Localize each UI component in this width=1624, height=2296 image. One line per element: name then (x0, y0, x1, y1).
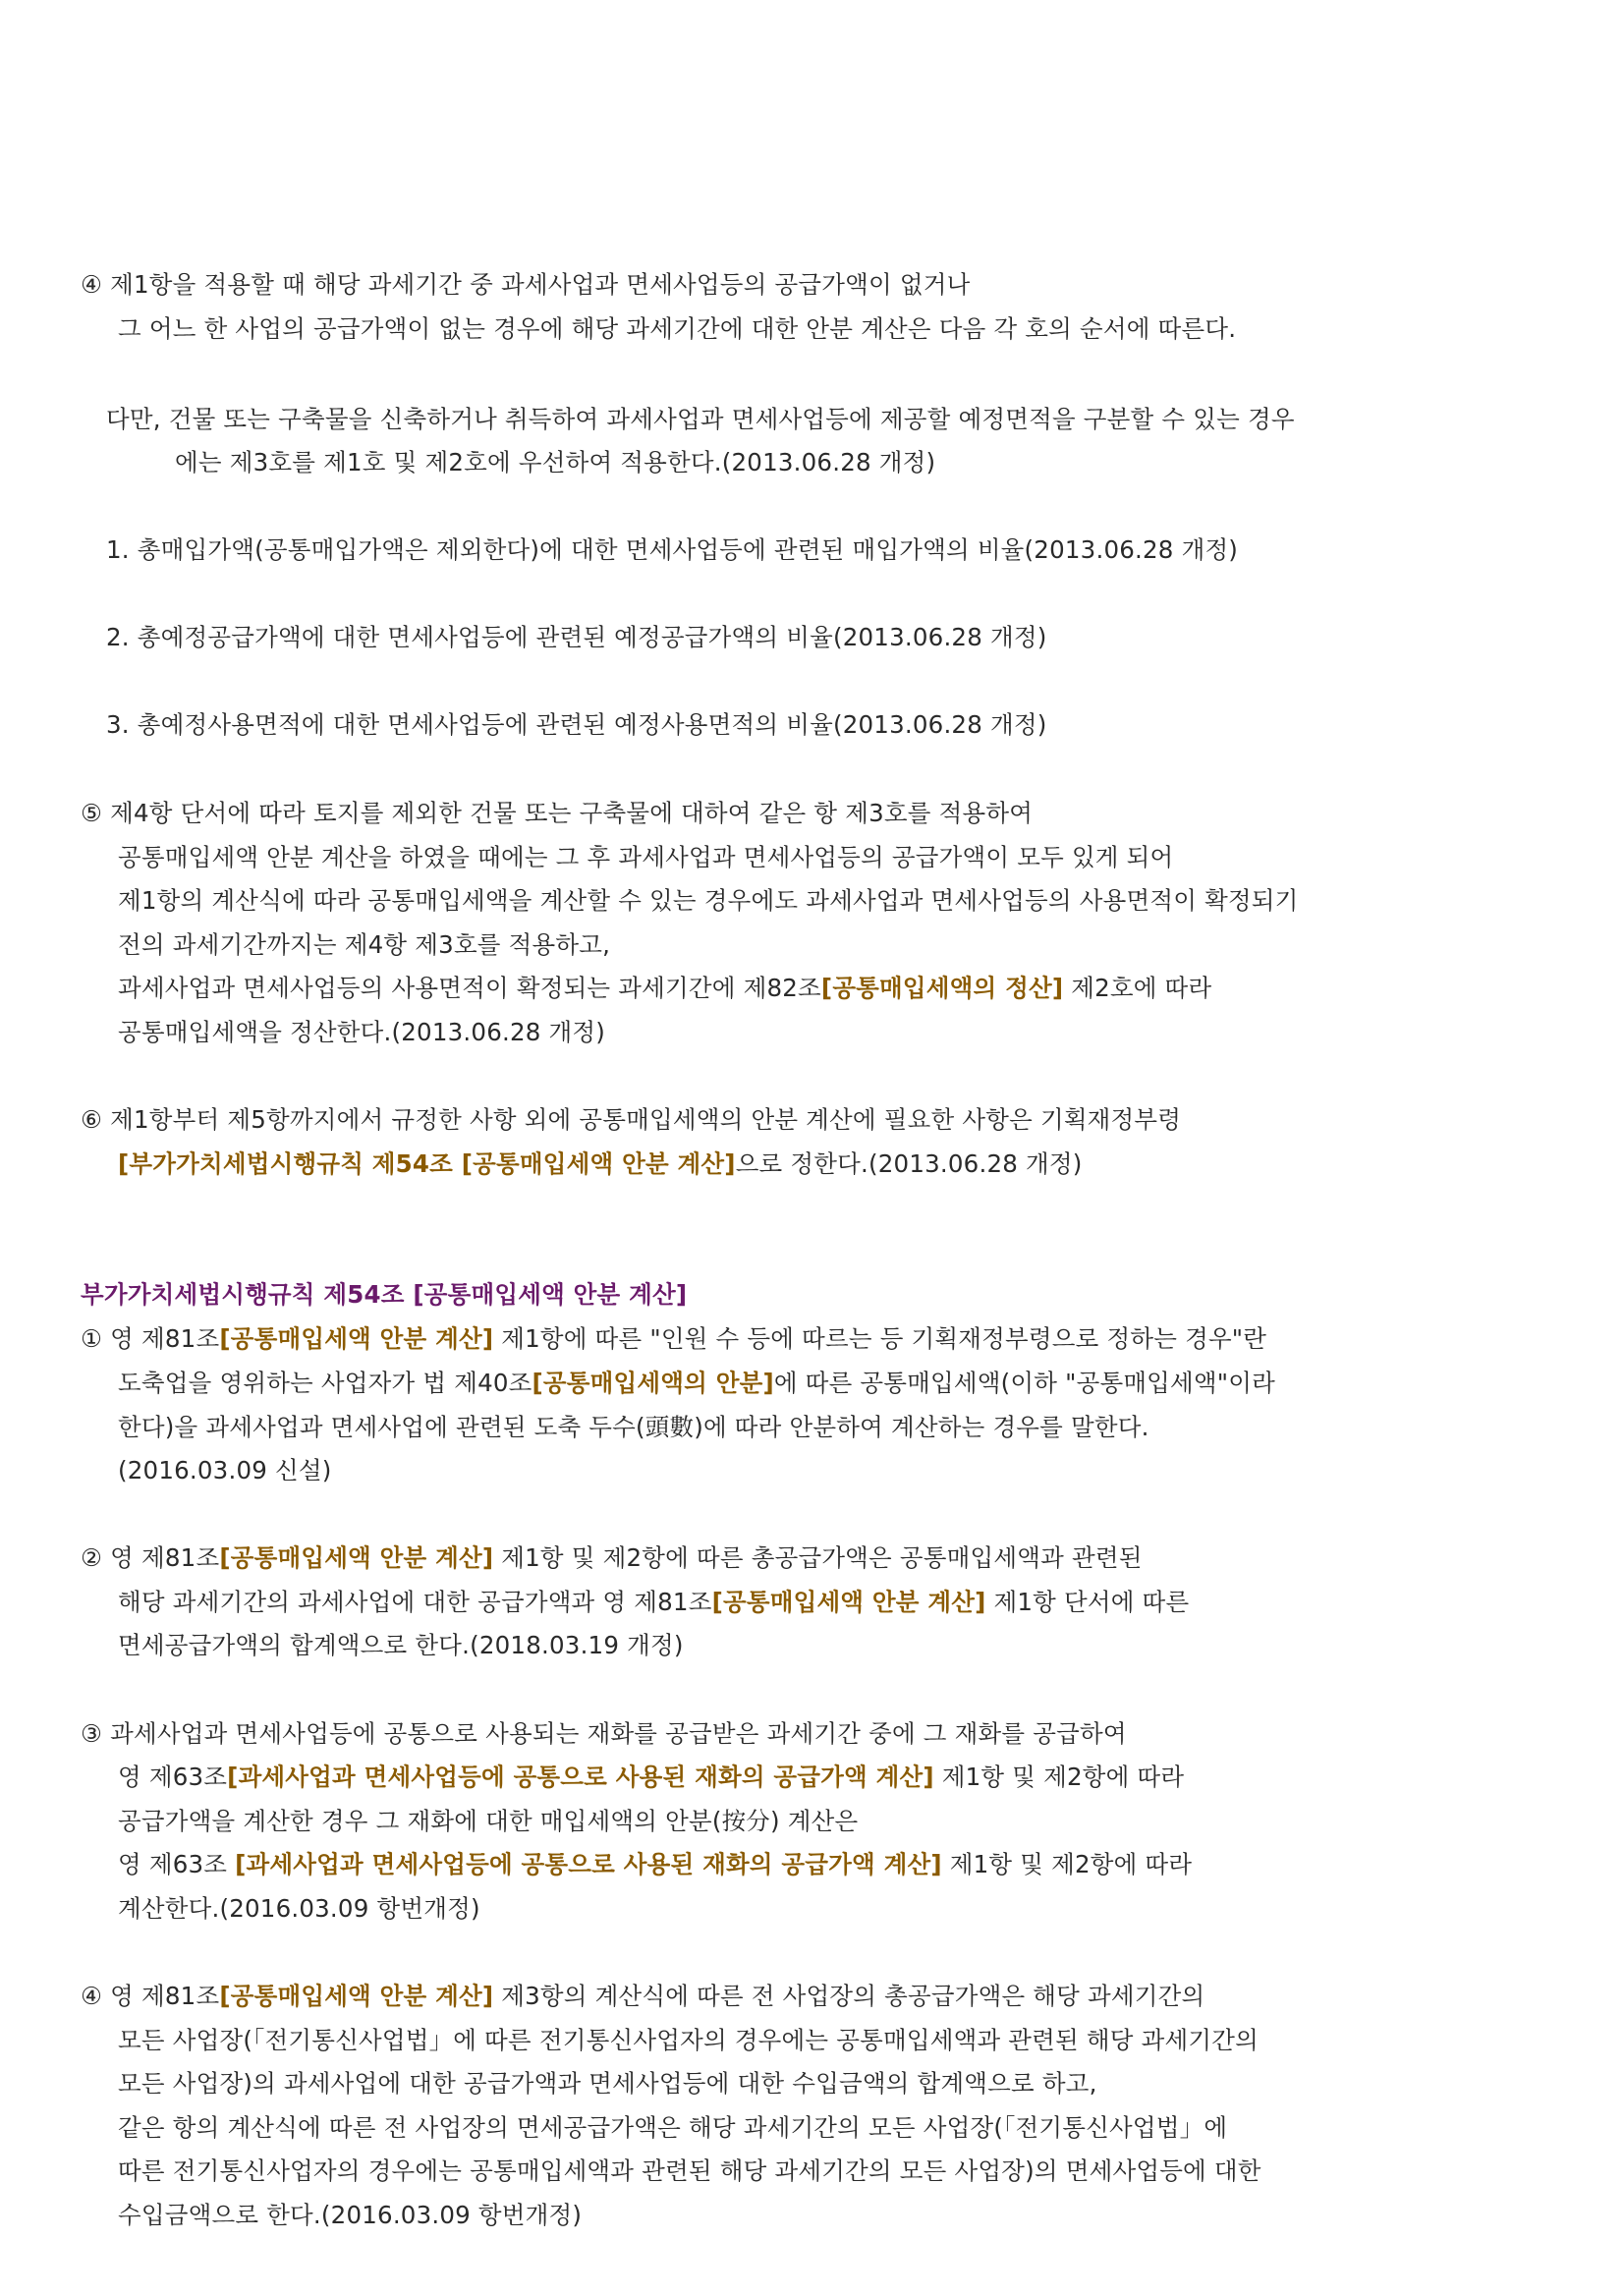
rule-3-line-4: 영 제63조 [과세사업과 면세사업등에 공통으로 사용된 재화의 공급가액 계산] 제1항 및 제2항에 따라 (118, 1850, 1193, 1878)
reference-link[interactable]: [공통매입세액 안분 계산] (711, 1588, 986, 1616)
rule-4-line-4: 같은 항의 계산식에 따른 전 사업장의 면세공급가액은 해당 과세기간의 모든 사업장(「전기통신사업법」에 (118, 2113, 1228, 2142)
section-heading: 부가가치세법시행규칙 제54조 [공통매입세액 안분 계산] (81, 1280, 688, 1309)
reference-link[interactable]: [부가가치세법시행규칙 제54조 [공통매입세액 안분 계산] (118, 1149, 736, 1178)
reference-link[interactable]: [공통매입세액 안분 계산] (219, 1324, 494, 1353)
proviso-line-1: 다만, 건물 또는 구축물을 신축하거나 취득하여 과세사업과 면세사업등에 제공할 예정면적을 구분할 수 있는 경우 (106, 405, 1295, 433)
paragraph-5-line-1: ⑤ 제4항 단서에 따라 토지를 제외한 건물 또는 구축물에 대하여 같은 항 제3호를 적용하여 (81, 799, 1034, 827)
rule-1-line-4: (2016.03.09 신설) (118, 1456, 332, 1484)
rule-4-line-1: ④ 영 제81조[공통매입세액 안분 계산] 제3항의 계산식에 따른 전 사업장의 총공급가액은 해당 과세기간의 (81, 1982, 1205, 2010)
paragraph-5-line-4: 전의 과세기간까지는 제4항 제3호를 적용하고, (118, 930, 611, 959)
rule-4-line-6: 수입금액으로 한다.(2016.03.09 항번개정) (118, 2201, 583, 2229)
rule-1-line-2: 도축업을 영위하는 사업자가 법 제40조[공통매입세액의 안분]에 따른 공통매입세액(이하 "공통매입세액"이라 (118, 1369, 1275, 1397)
rule-3-line-5: 계산한다.(2016.03.09 항번개정) (118, 1894, 480, 1923)
paragraph-4-line-1: ④ 제1항을 적용할 때 해당 과세기간 중 과세사업과 면세사업등의 공급가액이 없거나 (81, 270, 971, 299)
paragraph-6-line-1: ⑥ 제1항부터 제5항까지에서 규정한 사항 외에 공통매입세액의 안분 계산에 필요한 사항은 기획재정부령 (81, 1105, 1182, 1134)
paragraph-6-line-2: [부가가치세법시행규칙 제54조 [공통매입세액 안분 계산]으로 정한다.(2013.06.28 개정) (118, 1149, 1083, 1178)
paragraph-5-line-3: 제1항의 계산식에 따라 공통매입세액을 계산할 수 있는 경우에도 과세사업과 면세사업등의 사용면적이 확정되기 (118, 886, 1299, 915)
rule-1-line-1: ① 영 제81조[공통매입세액 안분 계산] 제1항에 따른 "인원 수 등에 따르는 등 기획재정부령으로 정하는 경우"란 (81, 1324, 1267, 1353)
paragraph-4-line-2: 그 어느 한 사업의 공급가액이 없는 경우에 해당 과세기간에 대한 안분 계산은 다음 각 호의 순서에 따른다. (118, 314, 1237, 343)
reference-link[interactable]: [공통매입세액의 안분] (532, 1369, 774, 1397)
rule-1-line-3: 한다)을 과세사업과 면세사업에 관련된 도축 두수(頭數)에 따라 안분하여 계산하는 경우를 말한다. (118, 1413, 1149, 1441)
paragraph-5-line-6: 공통매입세액을 정산한다.(2013.06.28 개정) (118, 1018, 606, 1046)
item-2: 2. 총예정공급가액에 대한 면세사업등에 관련된 예정공급가액의 비율(2013.06.28 개정) (106, 623, 1047, 651)
rule-4-line-2: 모든 사업장(「전기통신사업법」에 따른 전기통신사업자의 경우에는 공통매입세액과 관련된 해당 과세기간의 (118, 2026, 1259, 2054)
rule-3-line-1: ③ 과세사업과 면세사업등에 공통으로 사용되는 재화를 공급받은 과세기간 중에 그 재화를 공급하여 (81, 1719, 1127, 1748)
proviso-line-2: 에는 제3호를 제1호 및 제2호에 우선하여 적용한다.(2013.06.28 개정) (175, 448, 936, 476)
reference-link[interactable]: [공통매입세액 안분 계산] (219, 1982, 494, 2010)
reference-link[interactable]: [과세사업과 면세사업등에 공통으로 사용된 재화의 공급가액 계산] (235, 1850, 942, 1878)
rule-2-line-2: 해당 과세기간의 과세사업에 대한 공급가액과 영 제81조[공통매입세액 안분 계산] 제1항 단서에 따른 (118, 1588, 1190, 1616)
item-3: 3. 총예정사용면적에 대한 면세사업등에 관련된 예정사용면적의 비율(2013.06.28 개정) (106, 710, 1047, 739)
paragraph-5-line-5: 과세사업과 면세사업등의 사용면적이 확정되는 과세기간에 제82조[공통매입세액의 정산] 제2호에 따라 (118, 974, 1212, 1002)
rule-3-line-2: 영 제63조[과세사업과 면세사업등에 공통으로 사용된 재화의 공급가액 계산] 제1항 및 제2항에 따라 (118, 1763, 1185, 1791)
item-1: 1. 총매입가액(공통매입가액은 제외한다)에 대한 면세사업등에 관련된 매입가액의 비율(2013.06.28 개정) (106, 535, 1239, 564)
reference-link[interactable]: [공통매입세액의 정산] (820, 974, 1064, 1002)
rule-4-line-3: 모든 사업장)의 과세사업에 대한 공급가액과 면세사업등에 대한 수입금액의 합계액으로 하고, (118, 2069, 1097, 2098)
rule-4-line-5: 따른 전기통신사업자의 경우에는 공통매입세액과 관련된 해당 과세기간의 모든 사업장)의 면세사업등에 대한 (118, 2156, 1261, 2185)
reference-link[interactable]: [공통매입세액 안분 계산] (219, 1543, 494, 1572)
rule-3-line-3: 공급가액을 계산한 경우 그 재화에 대한 매입세액의 안분(按分) 계산은 (118, 1807, 859, 1835)
rule-2-line-1: ② 영 제81조[공통매입세액 안분 계산] 제1항 및 제2항에 따른 총공급가액은 공통매입세액과 관련된 (81, 1543, 1143, 1572)
rule-2-line-3: 면세공급가액의 합계액으로 한다.(2018.03.19 개정) (118, 1631, 684, 1659)
paragraph-5-line-2: 공통매입세액 안분 계산을 하였을 때에는 그 후 과세사업과 면세사업등의 공급가액이 모두 있게 되어 (118, 843, 1174, 871)
reference-link[interactable]: [과세사업과 면세사업등에 공통으로 사용된 재화의 공급가액 계산] (227, 1763, 934, 1791)
